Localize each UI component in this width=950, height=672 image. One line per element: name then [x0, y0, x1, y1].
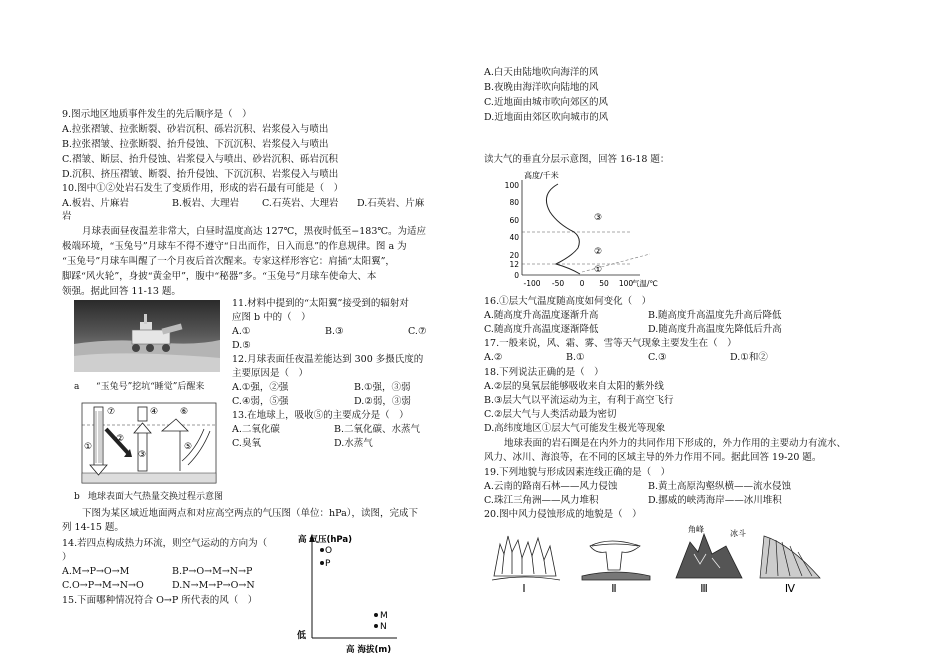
q12-option-c: C.④弱，⑤强	[232, 396, 289, 407]
q9-stem: 9.图示地区地质事件发生的先后顺序是（ ）	[62, 109, 252, 120]
layer-2-label: ②	[594, 247, 603, 257]
q19-option-c: C.珠江三角洲——风力堆积	[484, 495, 599, 506]
svg-text:0: 0	[579, 279, 585, 288]
q9-option-b: B.拉张褶皱、拉张断裂、抬升侵蚀、下沉沉积、岩浆侵入与喷出	[62, 139, 329, 150]
q10-option-c: C.石英岩、大理岩	[262, 198, 339, 209]
atm-ylabel: 高度/千米	[524, 171, 559, 180]
q16-option-c: C.随高度升高温度逐渐降低	[484, 324, 599, 335]
pressure-chart	[292, 530, 402, 660]
passage-pressure-line-1: 下图为某区域近地面两点和对应高空两点的气压图（单位：hPa），读图，完成下	[82, 508, 418, 519]
q11-stem-2: 应图 b 中的（ ）	[232, 312, 311, 323]
q10-option-d: D.石英岩、片麻	[357, 198, 425, 209]
passage-moon-line-5: 领强。据此回答 11-13 题。	[62, 286, 181, 297]
point-o-label: O	[325, 546, 333, 556]
svg-text:-100: -100	[523, 279, 541, 288]
passage-landform-line-2: 风力、冰川、海浪等，在不同的区域主导的外力作用不同。据此回答 19-20 题。	[484, 452, 822, 463]
q19-option-b: B.黄土高原沟壑纵横——流水侵蚀	[648, 481, 792, 492]
landform-label-2: Ⅱ	[611, 582, 617, 595]
fig-b-label-4: ④	[150, 407, 159, 417]
layer-3-label: ③	[594, 213, 603, 223]
atmosphere-intro: 读大气的垂直分层示意图，回答 16-18 题：	[484, 154, 670, 165]
point-n-label: N	[380, 622, 387, 632]
layer-1-label: ①	[594, 265, 603, 275]
landform-label-3: Ⅲ	[700, 582, 708, 595]
q15-option-a: A.白天由陆地吹向海洋的风	[484, 67, 599, 78]
fig-b-label-5: ⑤	[184, 442, 193, 452]
point-p-label: P	[325, 559, 331, 569]
q19-stem: 19.下列地貌与形成因素连线正确的是（ ）	[484, 467, 671, 478]
passage-moon-line-3: “玉兔号”月球车叫醒了一个月夜后首次醒来。专家这样形容它：肩插“太阳翼”，	[62, 256, 395, 267]
q19-option-a: A.云南的路南石林——风力侵蚀	[484, 481, 618, 492]
svg-text:20: 20	[509, 251, 519, 260]
q18-option-a: A.②层的臭氧层能够吸收来自太阳的紫外线	[484, 381, 664, 392]
landform-label-1: Ⅰ	[522, 582, 526, 595]
q18-option-b: B.③层大气以平流运动为主，有利于高空飞行	[484, 395, 674, 406]
q13-option-c: C.臭氧	[232, 438, 261, 449]
landform-tag-cirque: 冰斗	[730, 529, 746, 538]
q19-option-d: D.挪威的峡湾海岸——冰川堆积	[648, 495, 782, 506]
q11-option-b: B.③	[325, 326, 344, 337]
fig-b-label-2: ②	[116, 434, 125, 444]
q16-option-b: B.随高度升高温度先升高后降低	[648, 310, 782, 321]
q10-option-d-wrap: 岩	[62, 211, 72, 222]
q12-option-a: A.①强，②强	[232, 382, 289, 393]
point-o-dot	[320, 548, 324, 552]
q11-option-a: A.①	[232, 326, 251, 337]
q12-stem-2: 主要原因是（ ）	[232, 368, 309, 379]
svg-text:60: 60	[509, 216, 519, 225]
passage-moon-line-2: 极端环境，“玉兔号”月球车不得不遵守“日出而作，日入而息”的作息规律。图 a 为	[62, 241, 407, 252]
passage-moon-line-1: 月球表面昼夜温差非常大，白昼时温度高达 127℃，黑夜时低至−183℃。为适应	[82, 226, 427, 237]
landform-tag-horn: 角峰	[688, 525, 704, 534]
fig-b-label-6: ⑥	[180, 407, 189, 417]
q11-option-c: C.⑦	[408, 326, 427, 337]
q15-option-c: C.近地面由城市吹向郊区的风	[484, 97, 608, 108]
q10-option-a: A.板岩、片麻岩	[62, 198, 129, 209]
q15-option-d: D.近地面由郊区吹向城市的风	[484, 112, 609, 123]
atm-xlabel: 气温/℃	[632, 279, 658, 288]
q15-option-b: B.夜晚由海洋吹向陆地的风	[484, 82, 599, 93]
q16-option-a: A.随高度升高温度逐渐升高	[484, 310, 599, 321]
q16-option-d: D.随高度升高温度先降低后升高	[648, 324, 782, 335]
svg-text:80: 80	[509, 198, 519, 207]
point-n-dot	[374, 624, 378, 628]
fig-b-label-7: ⑦	[107, 407, 116, 417]
q17-stem: 17.一般来说，风、霜、雾、雪等天气现象主要发生在（ ）	[484, 338, 737, 349]
q17-option-a: A.②	[484, 352, 503, 363]
svg-text:50: 50	[599, 279, 609, 288]
q18-option-d: D.高纬度地区①层大气可能发生极光等现象	[484, 423, 666, 434]
q10-stem: 10.图中①②处岩石发生了变质作用，形成的岩石最有可能是（ ）	[62, 183, 344, 194]
q18-option-c: C.②层大气与人类活动最为密切	[484, 409, 617, 420]
q14-option-a: A.M→P→O→M	[62, 566, 130, 577]
q14-option-c: C.O→P→M→N→O	[62, 580, 144, 591]
q13-option-d: D.水蒸气	[334, 438, 373, 449]
figure-b-caption: 地球表面大气热量交换过程示意图	[88, 492, 224, 502]
figure-b-label: b	[74, 492, 80, 502]
q12-option-d: D.②弱，③弱	[354, 396, 411, 407]
pressure-chart-ylabel: 高 气压(hPa)	[298, 535, 353, 545]
pressure-chart-ylow: 低	[297, 631, 307, 641]
q9-option-d: D.沉积、挤压褶皱、断裂、抬升侵蚀、下沉沉积、岩浆侵入与喷出	[62, 169, 339, 180]
q14-option-b: B.P→O→M→N→P	[172, 566, 253, 577]
q13-stem: 13.在地球上，吸收⑤的主要成分是（ ）	[232, 410, 409, 421]
q11-option-d: D.⑤	[232, 340, 251, 351]
svg-text:-50: -50	[551, 279, 565, 288]
q9-option-a: A.拉张褶皱、拉张断裂、砂岩沉积、砾岩沉积、岩浆侵入与喷出	[62, 124, 329, 135]
pressure-chart-xlabel: 高 海拔(m)	[346, 645, 392, 655]
passage-moon-line-4: 脚踩“风火轮”，身披“黄金甲”，腹中“秘器”多。“玉兔号”月球车使命大、本	[62, 271, 377, 282]
figure-a-caption: “玉兔号”挖坑“睡觉”后醒来	[96, 382, 205, 392]
fig-b-label-1: ①	[84, 442, 93, 452]
passage-pressure-line-2: 列 14-15 题。	[62, 522, 124, 533]
point-p-dot	[320, 561, 324, 565]
landform-1-sketch	[492, 536, 560, 580]
q14-option-d: D.N→M→P→O→N	[172, 580, 255, 591]
landform-label-4: Ⅳ	[784, 582, 796, 595]
point-m-label: M	[380, 611, 388, 621]
point-m-dot	[374, 613, 378, 617]
landform-2-sketch	[582, 541, 650, 580]
landform-4-sketch	[760, 536, 820, 578]
atmosphere-chart	[500, 168, 670, 292]
q14-stem-end: ）	[62, 552, 72, 563]
q9-option-c: C.褶皱、断层、抬升侵蚀、岩浆侵入与喷出、砂岩沉积、砾岩沉积	[62, 154, 338, 165]
svg-text:0: 0	[514, 271, 519, 280]
fig-b-label-3: ③	[138, 450, 147, 460]
q14-stem: 14.若四点构成热力环流，则空气运动的方向为（	[62, 538, 268, 549]
q17-option-d: D.①和②	[730, 352, 768, 363]
landform-3-sketch	[676, 534, 742, 578]
q10-option-b: B.板岩、大理岩	[172, 198, 240, 209]
passage-landform-line-1: 地球表面的岩石圈是在内外力的共同作用下形成的，外力作用的主要动力有流水、	[504, 438, 847, 449]
figure-a-label: a	[74, 382, 80, 392]
figure-a-rover-photo	[74, 300, 220, 372]
q17-option-b: B.①	[566, 352, 585, 363]
svg-text:12: 12	[509, 260, 519, 269]
q15-stem: 15.下面哪种情况符合 O→P 所代表的风（ ）	[62, 595, 258, 606]
q16-stem: 16.①层大气温度随高度如何变化（ ）	[484, 296, 652, 307]
figure-b-heat-diagram	[80, 401, 220, 485]
landform-sketches	[490, 524, 830, 596]
svg-text:100: 100	[504, 181, 519, 190]
q18-stem: 18.下列说法正确的是（ ）	[484, 367, 604, 378]
svg-text:100: 100	[618, 279, 634, 288]
q13-option-a: A.二氧化碳	[232, 424, 280, 435]
svg-text:40: 40	[509, 233, 519, 242]
q12-stem-1: 12.月球表面任夜温差能达到 300 多摄氏度的	[232, 354, 424, 365]
q12-option-b: B.①强，③弱	[354, 382, 411, 393]
q20-stem: 20.图中风力侵蚀形成的地貌是（ ）	[484, 509, 642, 520]
q17-option-c: C.③	[648, 352, 667, 363]
q13-option-b: B.二氧化碳、水蒸气	[334, 424, 421, 435]
q11-stem-1: 11.材料中提到的“太阳翼”接受到的辐射对	[232, 298, 409, 309]
